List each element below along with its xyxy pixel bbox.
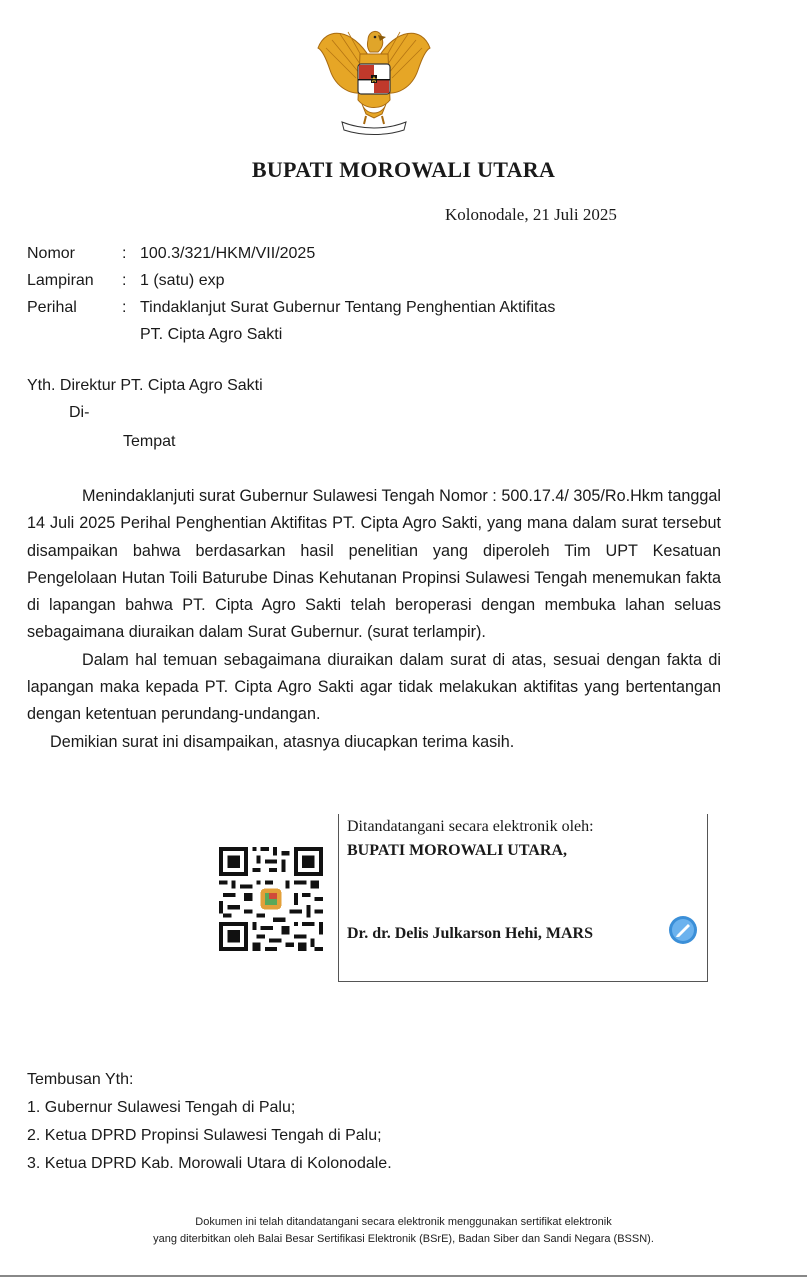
- meta-row-lampiran: [27, 267, 640, 294]
- lampiran-value: 1 (satu) exp: [140, 272, 225, 289]
- bsre-footer-note: [0, 1214, 807, 1248]
- perihal-label: Perihal: [27, 299, 77, 316]
- body-paragraph-2: Dalam hal temuan sebagaimana diuraikan dalam surat di atas, sesuai dengan fakta di lapangan maka kepada PT. Cipta Agro Sakti agar tidak melakukan aktifitas yang bertentangan dengan ketentuan perundang-undangan.: [27, 650, 721, 724]
- colon: :: [122, 299, 127, 316]
- meta-row-nomor: [27, 240, 640, 267]
- garuda-emblem-icon: [312, 18, 436, 138]
- body-paragraph-1: Menindaklanjuti surat Gubernur Sulawesi Tengah Nomor : 500.17.4/ 305/Ro.Hkm tanggal 14 Juli 2025 Perihal Penghentian Aktifitas PT. Cipta Agro Sakti, yang mana dalam surat tersebut disampaikan bahwa berdasarkan hasil penelitian yang diperoleh Tim UPT Kesatuan Pengelolaan Hutan Toili Baturube Dinas Kehutanan Propinsi Sulawesi Tengah menemukan fakta di lapangan bahwa PT. Cipta Agro Sakti telah beroperasi dengan membuka lahan seluas sebagaimana diuraikan dalam Surat Gubernur. (surat terlampir).: [27, 487, 721, 642]
- recipient-di: Di-: [69, 404, 90, 421]
- qr-code-icon: [219, 847, 323, 951]
- meta-row-perihal-cont: [27, 321, 640, 348]
- signer-title: BUPATI MOROWALI UTARA,: [347, 842, 568, 859]
- cc-item: 3. Ketua DPRD Kab. Morowali Utara di Kolonodale.: [27, 1155, 392, 1172]
- signed-by-label: Ditandatangani secara elektronik oleh:: [347, 818, 594, 835]
- cc-item: 2. Ketua DPRD Propinsi Sulawesi Tengah di Palu;: [27, 1127, 382, 1144]
- recipient-tempat: Tempat: [123, 433, 176, 450]
- letter-body: [27, 483, 721, 756]
- digital-signature-badge-icon: [668, 915, 698, 945]
- electronic-signature-box: [338, 814, 708, 982]
- perihal-value-line1: Tindaklanjut Surat Gubernur Tentang Penghentian Aktifitas: [140, 299, 556, 316]
- footer-line-2: yang diterbitkan oleh Balai Besar Sertifikasi Elektronik (BSrE), Badan Siber dan Sandi Negara (BSSN).: [153, 1233, 654, 1245]
- perihal-value-line2: PT. Cipta Agro Sakti: [140, 326, 283, 343]
- footer-line-1: Dokumen ini telah ditandatangani secara elektronik menggunakan sertifikat elektronik: [195, 1216, 612, 1228]
- colon: :: [122, 272, 127, 289]
- cc-item: 1. Gubernur Sulawesi Tengah di Palu;: [27, 1099, 296, 1116]
- cc-title: Tembusan Yth:: [27, 1071, 134, 1088]
- signer-name: Dr. dr. Delis Julkarson Hehi, MARS: [347, 925, 593, 942]
- nomor-value: 100.3/321/HKM/VII/2025: [140, 245, 316, 262]
- meta-spacer: [122, 321, 140, 348]
- recipient-line: Yth. Direktur PT. Cipta Agro Sakti: [27, 377, 263, 394]
- meta-spacer: [27, 321, 122, 348]
- carbon-copy-list: [27, 1066, 392, 1178]
- meta-row-perihal: [27, 294, 640, 321]
- page-edge-divider: [0, 1275, 807, 1277]
- nomor-label: Nomor: [27, 245, 76, 262]
- letter-meta: [27, 240, 640, 348]
- letterhead-title: BUPATI MOROWALI UTARA: [251, 157, 556, 182]
- body-paragraph-3: Demikian surat ini disampaikan, atasnya diucapkan terima kasih.: [50, 732, 515, 751]
- letter-date: Kolonodale, 21 Juli 2025: [445, 205, 617, 224]
- recipient-address: [27, 372, 263, 455]
- lampiran-label: Lampiran: [27, 272, 94, 289]
- colon: :: [122, 245, 127, 262]
